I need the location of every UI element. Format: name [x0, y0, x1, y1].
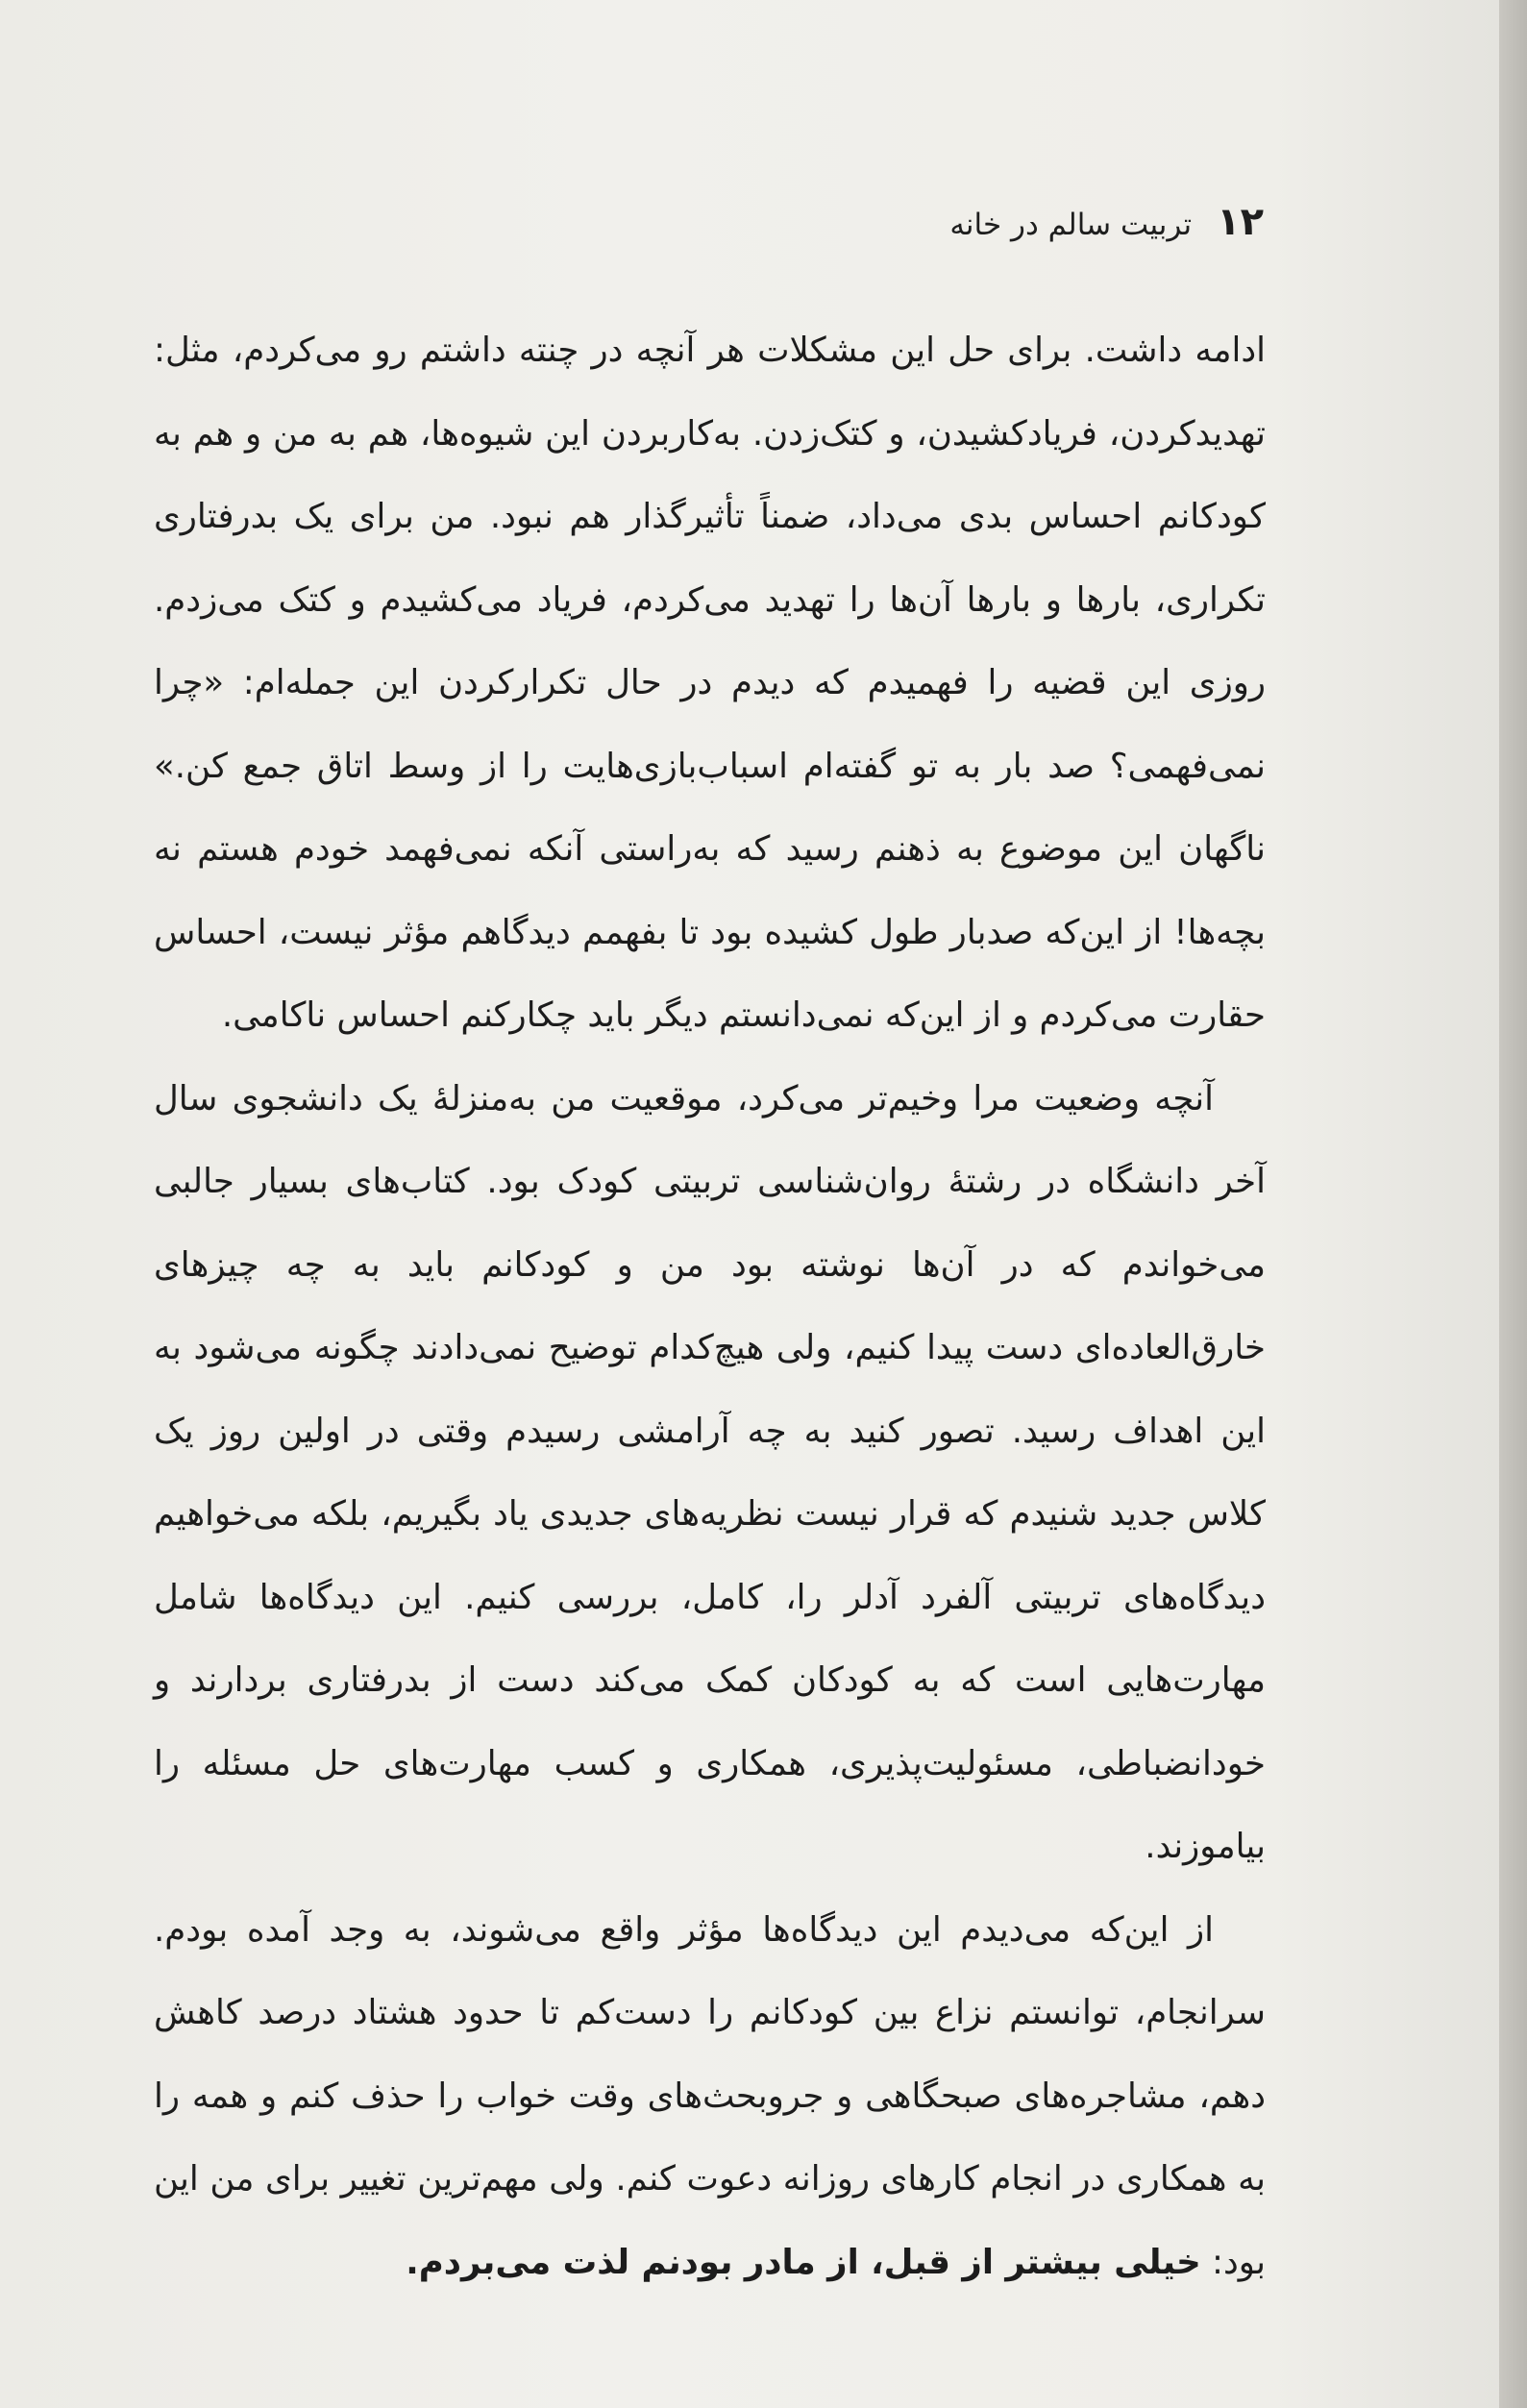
running-title: تربیت سالم در خانه	[949, 208, 1193, 242]
page-edge	[1499, 0, 1527, 2408]
paragraph-1: ادامه داشت. برای حل این مشکلات هر آنچه در چنته داشتم رو می‌کردم، مثل: تهدیدکردن، فریادکشیدن، و کتک‌زدن. به‌کاربردن این شیوه‌ها، هم به من و هم به کودکانم احساس بدی می‌داد، ضمناً تأثیرگذار هم نبود. من برای یک بدرفتاری تکراری، بارها و بارها آن‌ها را تهدید می‌کردم، فریاد می‌کشیدم و کتک می‌زدم. روزی این قضیه را فهمیدم که دیدم در حال تکرارکردن این جمله‌ام: «چرا نمی‌فهمی؟ صد بار به تو گفته‌ام اسباب‌بازی‌هایت را از وسط اتاق جمع کن.» ناگهان این موضوع به ذهنم رسید که به‌راستی آنکه نمی‌فهمد خودم هستم نه بچه‌ها! از این‌که صدبار طول کشیده بود تا بفهمم دیدگاهم مؤثر نیست، احساس حقارت می‌کردم و از این‌که نمی‌دانستم دیگر باید چکارکنم احساس ناکامی.	[154, 331, 1266, 1035]
body-text	[154, 309, 1266, 2304]
page-number: ۱۲	[1217, 200, 1264, 244]
paragraph-2: آنچه وضعیت مرا وخیم‌تر می‌کرد، موقعیت من به‌منزلهٔ یک دانشجوی سال آخر دانشگاه در رشتهٔ روان‌شناسی تربیتی کودک بود. کتاب‌های بسیار جالبی می‌خواندم که در آن‌ها نوشته بود من و کودکانم باید به چه چیزهای خارق‌العاده‌ای دست پیدا کنیم، ولی هیچ‌کدام توضیح نمی‌دادند چگونه می‌شود به این اهداف رسید. تصور کنید به چه آرامشی رسیدم وقتی در اولین روز یک کلاس جدید شنیدم که قرار نیست نظریه‌های جدیدی یاد بگیریم، بلکه می‌خواهیم دیدگاه‌های تربیتی آلفرد آدلر را، کامل، بررسی کنیم. این دیدگاه‌ها شامل مهارت‌هایی است که به کودکان کمک می‌کند دست از بدرفتاری بردارند و خودانضباطی، مسئولیت‌پذیری، همکاری و کسب مهارت‌های حل مسئله را بیاموزند.	[154, 1078, 1266, 1866]
paragraph-3-text: از این‌که می‌دیدم این دیدگاه‌ها مؤثر واقع می‌شوند، به وجد آمده بودم. سرانجام، توانستم نزاع بین کودکانم را دست‌کم تا حدود هشتاد درصد کاهش دهم، مشاجره‌های صبحگاهی و جروبحث‌های وقت خواب را حذف کنم و همه را به همکاری در انجام کارهای روزانه دعوت کنم. ولی مهم‌ترین تغییر برای من این بود:	[154, 1909, 1266, 2282]
page-header	[949, 200, 1264, 244]
paragraph-3	[154, 1889, 1266, 2305]
paragraph-3-bold-text: خیلی بیشتر از قبل، از مادر بودنم لذت می‌بردم.	[406, 2242, 1201, 2282]
